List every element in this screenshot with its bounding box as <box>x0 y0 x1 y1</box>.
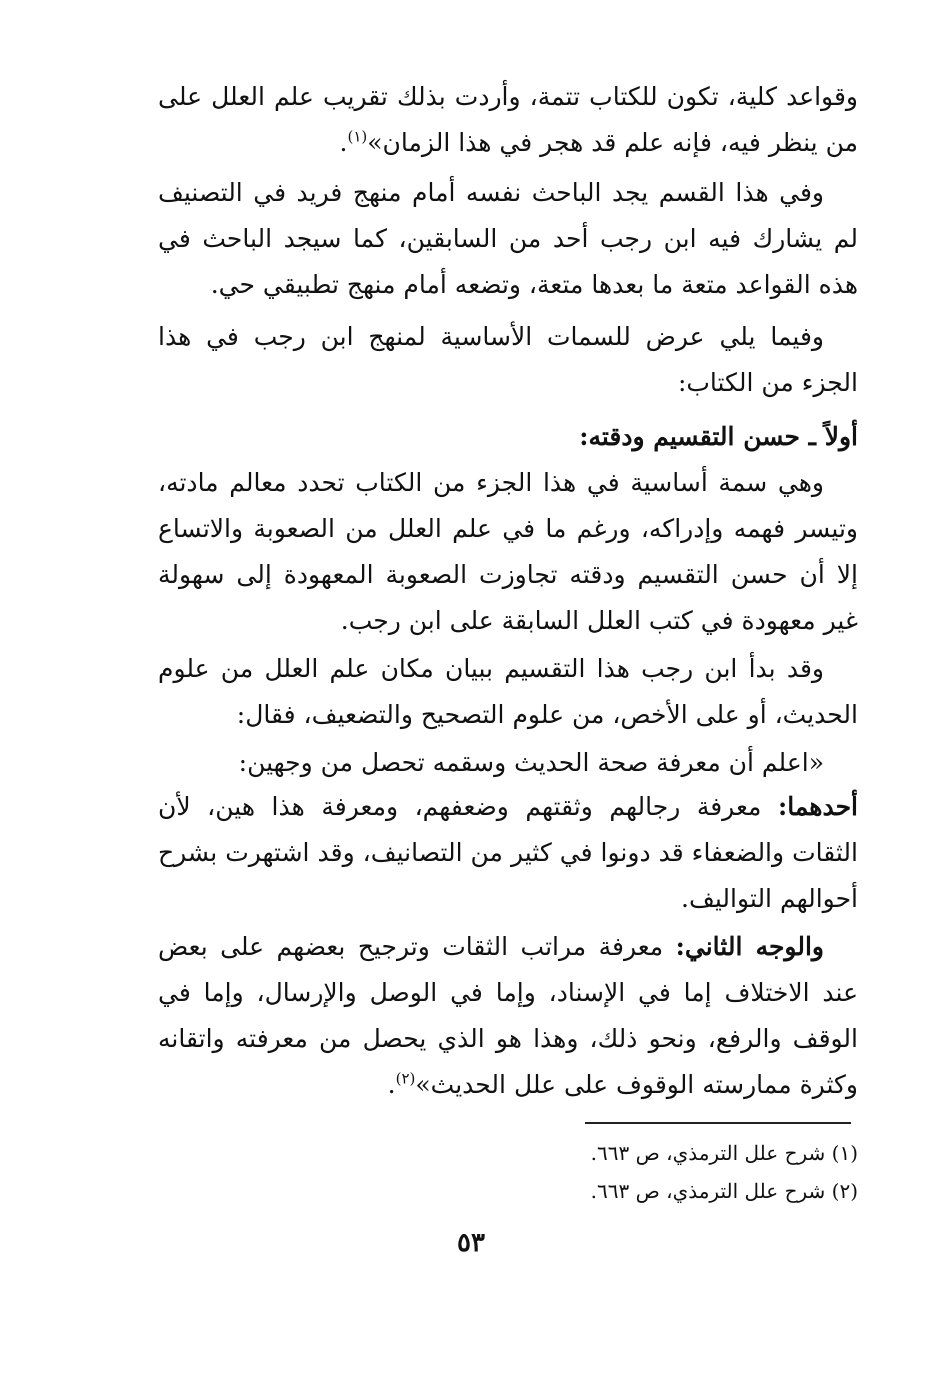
quote-intro <box>158 740 858 786</box>
paragraph-5 <box>158 646 858 738</box>
quote-first-label: أحدهما: <box>777 792 858 821</box>
footnote-separator <box>585 1122 851 1124</box>
footnote-2: (٢) شرح علل الترمذي، ص ٦٦٣. <box>590 1179 858 1203</box>
footnotes <box>158 1134 858 1210</box>
paragraph-4-text: وهي سمة أساسية في هذا الجزء من الكتاب تحدد معالم مادته، وتيسر فهمه وإدراكه، ورغم ما في علم العلل من الصعوبة والاتساع إلا أن حسن التقسيم ودقته تجاوزت الصعوبة المعهودة إلى سهولة غير معهودة في كتب العلل السابقة على ابن رجب. <box>158 468 858 635</box>
quote-first-aspect <box>158 784 858 922</box>
paragraph-1-end: . <box>339 128 348 157</box>
quote-second-text: معرفة مراتب الثقات وترجيح بعضهم على بعض عند الاختلاف إما في الإسناد، وإما في الوصل والإرسال، وإما في الوقف والرفع، ونحو ذلك، وهذا هو الذي يحصل من معرفته واتقانه وكثرة ممارسته الوقوف على علل الحديث» <box>158 932 858 1099</box>
paragraph-1-text: وقواعد كلية، تكون للكتاب تتمة، وأردت بذلك تقريب علم العلل على من ينظر فيه، فإنه علم قد هجر في هذا الزمان» <box>158 82 858 157</box>
section-heading-text: أولاً ـ حسن التقسيم ودقته: <box>579 422 858 451</box>
paragraph-3 <box>158 314 858 406</box>
paragraph-3-text: وفيما يلي عرض للسمات الأساسية لمنهج ابن رجب في هذا الجزء من الكتاب: <box>158 322 858 397</box>
paragraph-5-text: وقد بدأ ابن رجب هذا التقسيم ببيان مكان علم العلل من علوم الحديث، أو على الأخص، من علوم التصحيح والتضعيف، فقال: <box>158 654 858 729</box>
paragraph-4 <box>158 460 858 644</box>
paragraph-2-text: وفي هذا القسم يجد الباحث نفسه أمام منهج فريد في التصنيف لم يشارك فيه ابن رجب أحد من السابقين، كما سيجد الباحث في هذه القواعد متعة ما بعدها متعة، وتضعه أمام منهج تطبيقي حي. <box>158 178 858 299</box>
footnote-ref-1: (١) <box>347 127 368 146</box>
page-number: ٥٣ <box>457 1228 485 1258</box>
section-heading <box>158 414 858 460</box>
footnote-1: (١) شرح علل الترمذي، ص ٦٦٣. <box>590 1141 858 1165</box>
footnote-ref-2: (٢) <box>395 1069 416 1088</box>
quote-intro-text: «اعلم أن معرفة صحة الحديث وسقمه تحصل من وجهين: <box>238 748 824 777</box>
quote-second-label: والوجه الثاني: <box>675 932 824 961</box>
paragraph-1 <box>158 74 858 166</box>
quote-first-text: معرفة رجالهم وثقتهم وضعفهم، ومعرفة هذا هين، لأن الثقات والضعفاء قد دونوا في كثير من التصانيف، وقد اشتهرت بشرح أحوالهم التواليف. <box>158 792 858 913</box>
paragraph-2 <box>158 170 858 308</box>
quote-second-aspect <box>158 924 858 1108</box>
quote-second-end: . <box>387 1070 396 1099</box>
